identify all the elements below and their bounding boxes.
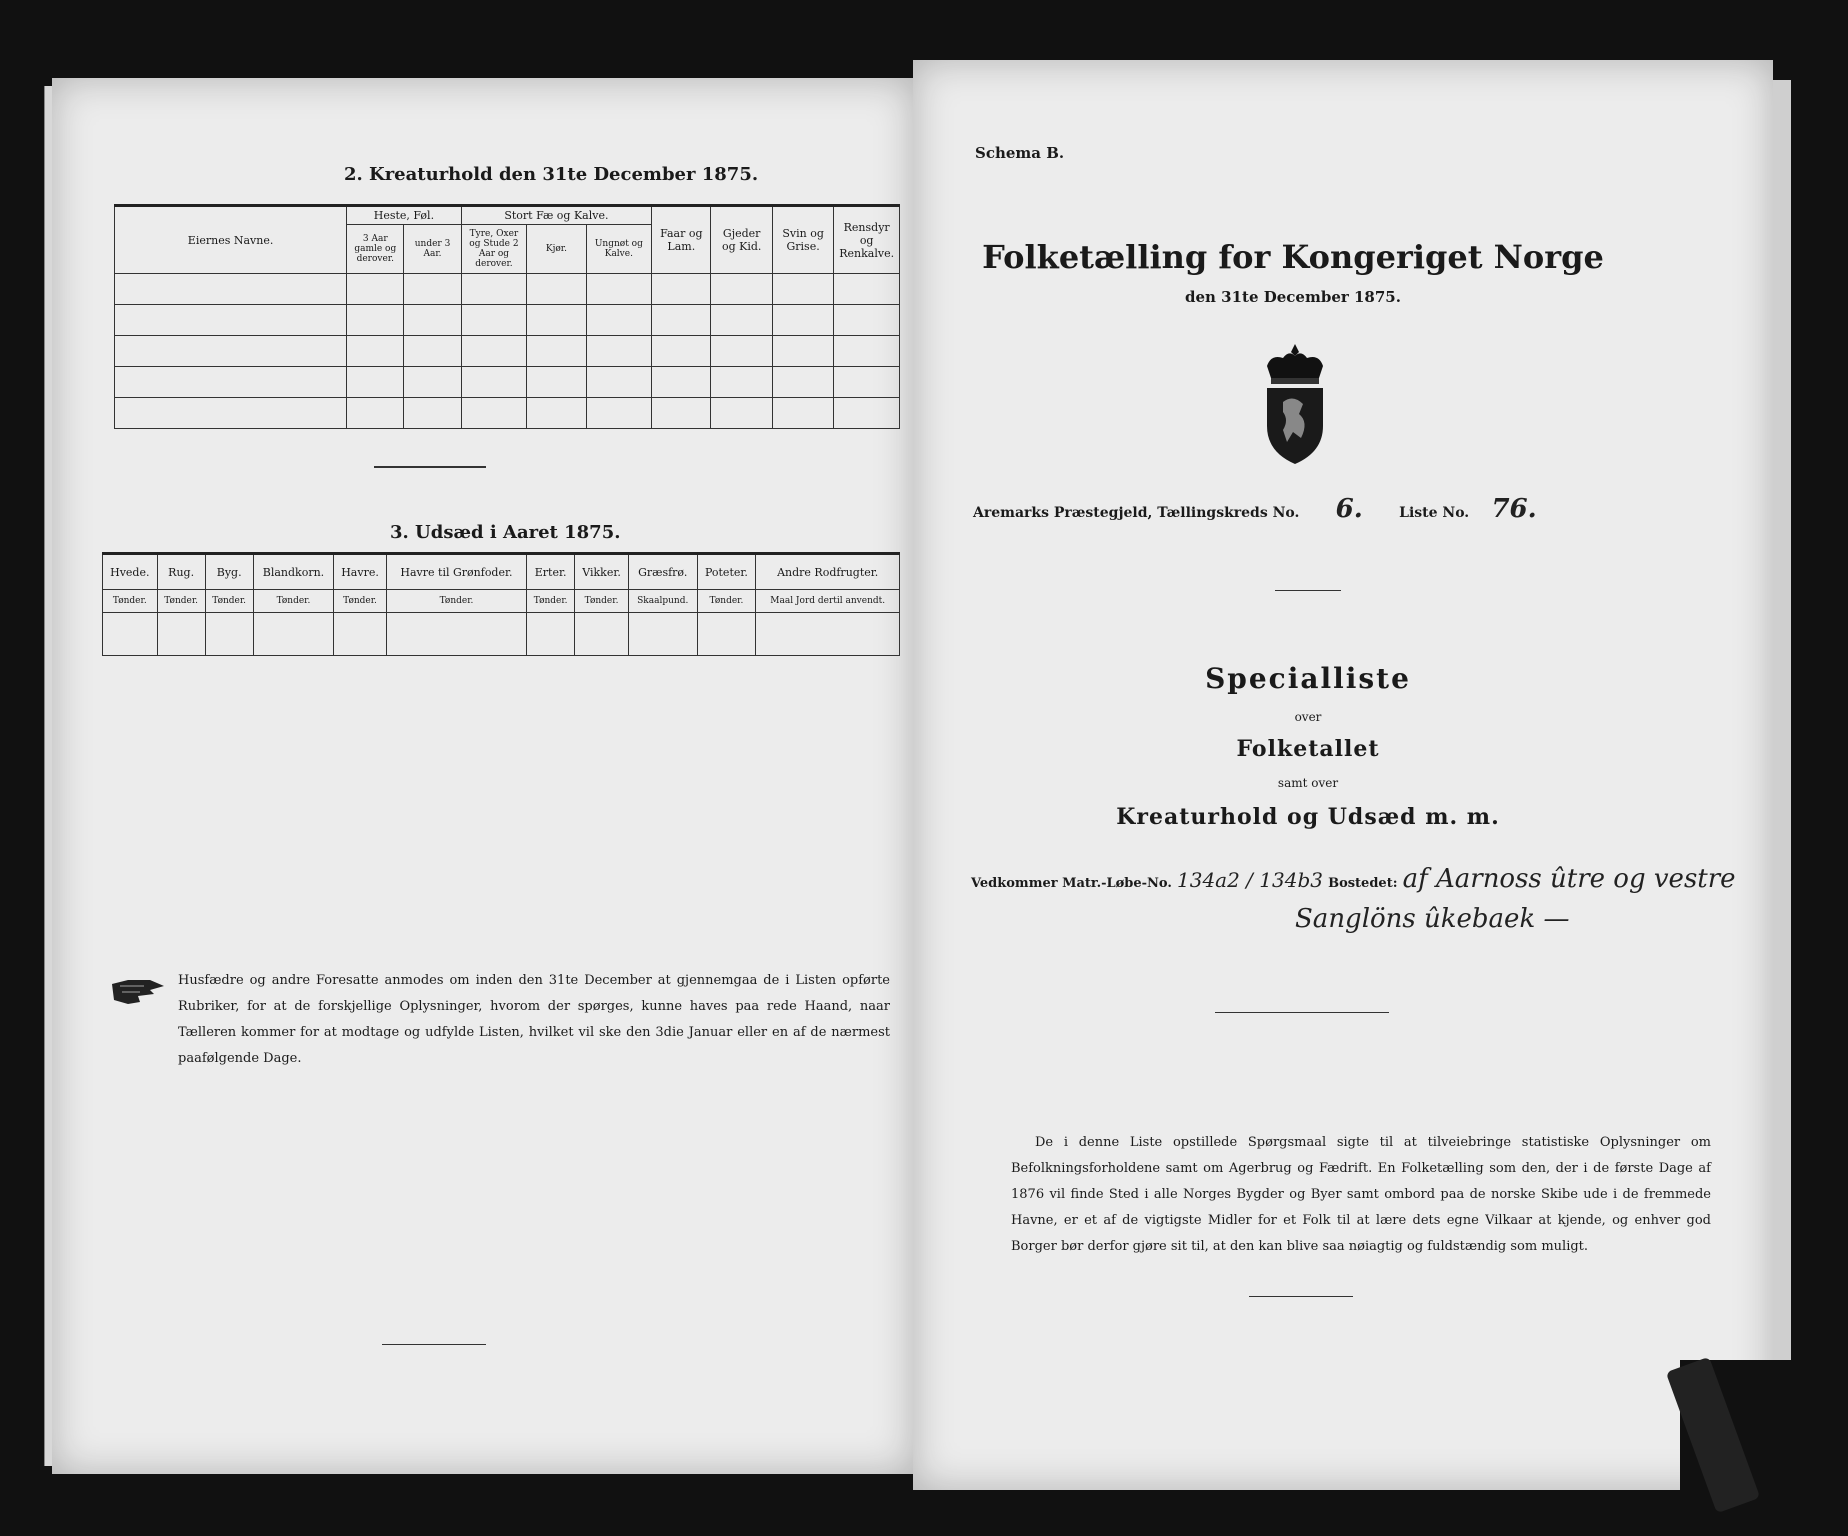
section2-title: 2. Kreaturhold den 31te December 1875. — [344, 164, 759, 185]
divider — [1215, 1012, 1389, 1013]
divider — [1249, 1296, 1353, 1297]
seed-unit: Tønder. — [386, 590, 526, 613]
bostedet-value-line2: Sanglöns ûkebaek — — [1295, 904, 1570, 934]
parish-line — [973, 494, 1554, 524]
seed-header: Andre Rodfrugter. — [756, 554, 900, 590]
seed-header: Vikker. — [575, 554, 629, 590]
horses-old-header: 3 Aar gamle og derover. — [347, 225, 404, 274]
cattle-bulls-header: Tyre, Oxer og Stude 2 Aar og derover. — [461, 225, 527, 274]
seed-header: Rug. — [157, 554, 205, 590]
seed-unit: Tønder. — [103, 590, 158, 613]
explanation-text: De i denne Liste opstillede Spørgsmaal sigte til at tilveiebringe statistiske Oplysninger om Befolkningsforholdene samt om Agerbrug og Fædrift. En Folketælling som den, der i de første Dage af 1876 vil finde Sted i alle Norges Bygder og Byer samt ombord paa de norske Skibe ude i de fremmede Havne, er et af de vigtigste Midler for et Folk til at lære dets egne Vilkaar at kjende, og enhver god Borger bør derfor gjøre sit til, at den kan blive saa nøiagtig og fuldstændig som muligt. — [1011, 1135, 1711, 1254]
goats-header: Gjeder og Kid. — [711, 206, 772, 274]
seed-header: Blandkorn. — [253, 554, 334, 590]
seed-unit: Tønder. — [253, 590, 334, 613]
table-row — [115, 305, 900, 336]
divider — [374, 466, 486, 468]
matr-value: 134a2 / 134b3 — [1177, 868, 1323, 892]
horses-young-header: under 3 Aar. — [404, 225, 461, 274]
parish-label: Aremarks Præstegjeld, Tællingskreds No. — [973, 505, 1300, 521]
table-row — [115, 398, 900, 429]
table-row — [115, 367, 900, 398]
pointing-hand-icon — [110, 972, 168, 1012]
seed-header: Poteter. — [697, 554, 756, 590]
reindeer-header: Rensdyr og Renkalve. — [834, 206, 900, 274]
table-row — [115, 336, 900, 367]
horses-header: Heste, Føl. — [347, 206, 462, 225]
seed-unit: Tønder. — [697, 590, 756, 613]
folketallet-heading: Folketallet — [1236, 736, 1380, 762]
sheep-header: Faar og Lam. — [652, 206, 711, 274]
seed-unit: Tønder. — [527, 590, 575, 613]
samt-over-label: samt over — [1277, 776, 1339, 790]
seed-header: Græsfrø. — [628, 554, 697, 590]
seed-unit: Maal Jord dertil anvendt. — [756, 590, 900, 613]
left-page — [52, 78, 914, 1474]
notice-text: Husfædre og andre Foresatte anmodes om inden den 31te December at gjennemgaa de i Listen opførte Rubriker, for at de forskjellige Oplysninger, hvorom der spørges, kunne haves paa rede Haand, naar Tælleren kommer for at modtage og udfylde Listen, hvilket vil ske den 3die Januar eller en af de nærmest paafølgende Dage. — [178, 973, 890, 1066]
right-page — [913, 60, 1773, 1490]
cattle-cows-header: Kjør. — [527, 225, 586, 274]
table-row — [103, 613, 900, 656]
main-title: Folketælling for Kongeriget Norge — [982, 238, 1604, 276]
address-line — [971, 864, 1771, 894]
seed-unit: Tønder. — [205, 590, 253, 613]
seed-header: Byg. — [205, 554, 253, 590]
kreaturhold-heading: Kreaturhold og Udsæd m. m. — [1116, 804, 1500, 830]
specialliste-heading: Specialliste — [1205, 662, 1411, 695]
bostedet-label: Bostedet: — [1328, 876, 1398, 891]
seed-unit: Tønder. — [334, 590, 387, 613]
owners-header: Eiernes Navne. — [115, 206, 347, 274]
cattle-young-header: Ungnøt og Kalve. — [586, 225, 652, 274]
section3-title: 3. Udsæd i Aaret 1875. — [390, 522, 621, 543]
livestock-table — [114, 204, 900, 429]
cattle-header: Stort Fæ og Kalve. — [461, 206, 651, 225]
over-label: over — [1294, 710, 1322, 724]
list-number: 76. — [1491, 494, 1537, 524]
bostedet-value-line1: af Aarnoss ûtre og vestre — [1402, 864, 1736, 894]
seed-unit: Skaalpund. — [628, 590, 697, 613]
pigs-header: Svin og Grise. — [772, 206, 833, 274]
matr-label: Vedkommer Matr.-Løbe-No. — [971, 876, 1172, 891]
seed-header: Havre. — [334, 554, 387, 590]
census-date: den 31te December 1875. — [1185, 288, 1401, 306]
seed-table — [102, 552, 900, 656]
norwegian-lion-coat-of-arms-icon — [1253, 342, 1337, 468]
divider — [382, 1344, 486, 1345]
district-number: 6. — [1335, 494, 1363, 524]
divider — [1275, 590, 1341, 591]
schema-label: Schema B. — [975, 144, 1065, 162]
seed-header: Erter. — [527, 554, 575, 590]
list-label: Liste No. — [1399, 505, 1470, 521]
seed-header: Hvede. — [103, 554, 158, 590]
seed-header: Havre til Grønfoder. — [386, 554, 526, 590]
table-row — [115, 274, 900, 305]
seed-unit: Tønder. — [157, 590, 205, 613]
seed-unit: Tønder. — [575, 590, 629, 613]
